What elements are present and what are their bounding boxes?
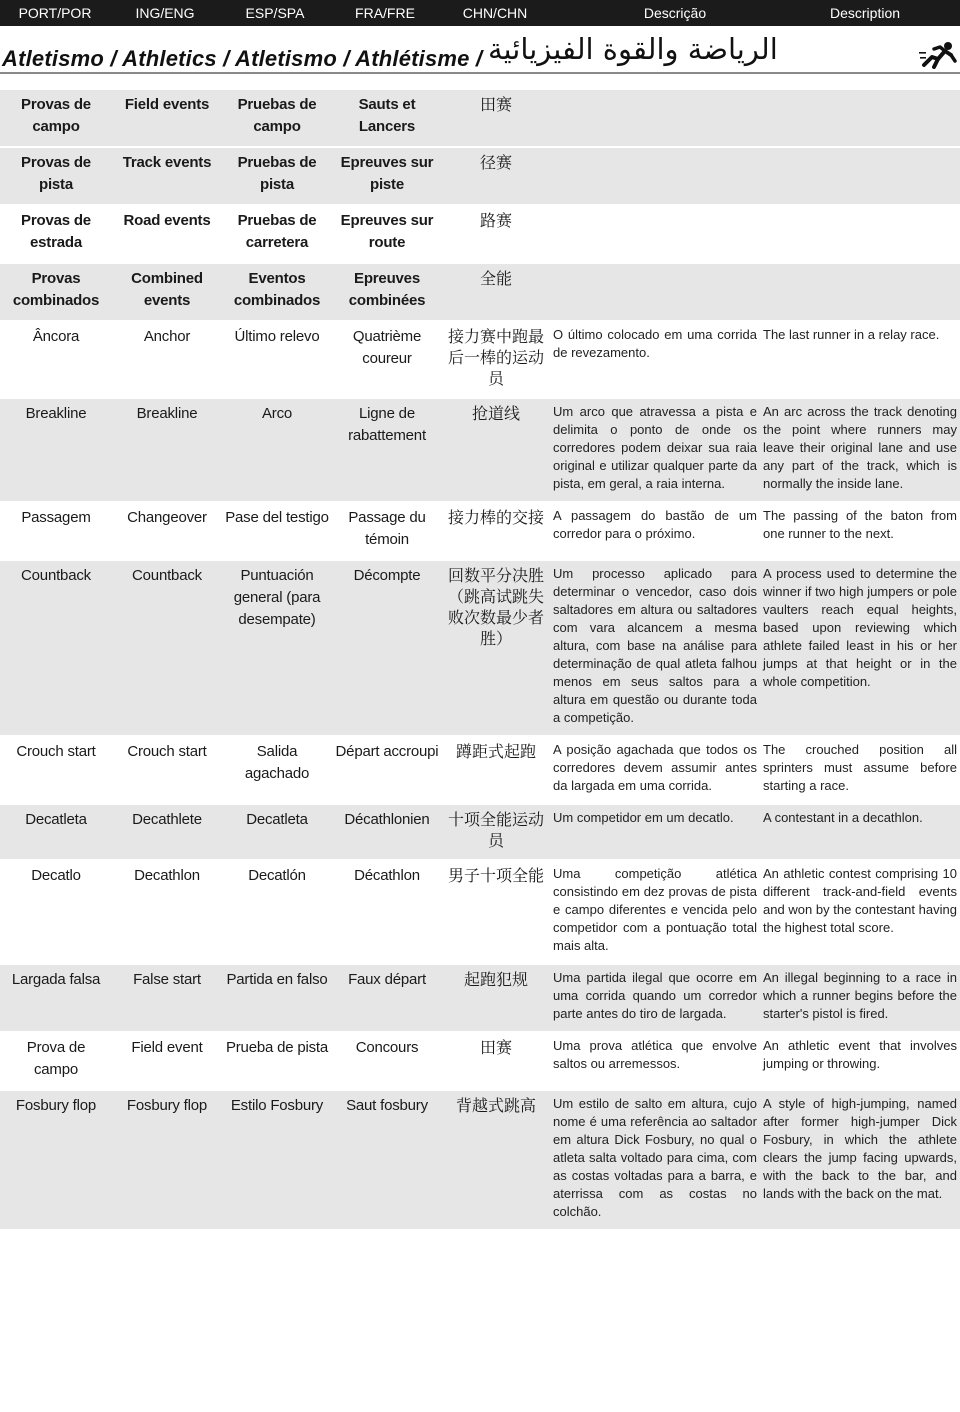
table-row: [0, 148, 960, 204]
term-spa: Salida agachado: [244, 743, 310, 782]
term-eng: Crouch start: [127, 743, 207, 760]
description-en: An athletic event that involves jumping or throwing.: [763, 1038, 957, 1071]
term-eng: Field event: [131, 1039, 203, 1056]
column-header-chn: CHN/CHN: [462, 5, 528, 21]
term-chn: 回数平分决胜（跳高试跳失败次数最少者胜）: [442, 561, 550, 735]
term-eng: Combined events: [112, 264, 222, 320]
term-fra: Décathlonien: [332, 805, 442, 859]
term-eng: Breakline: [112, 399, 222, 501]
term-fra: Sauts et Lancers: [332, 90, 442, 146]
term-por: Provas de pista: [0, 148, 112, 204]
term-por: Âncora: [32, 328, 80, 345]
term-chn: 田赛: [442, 90, 550, 146]
term-chn: 径赛: [442, 148, 550, 204]
term-spa: Estilo Fosbury: [222, 1091, 332, 1229]
description-en: The crouched position all sprinters must assume before starting a race.: [763, 742, 957, 793]
term-chn: 起跑犯规: [442, 965, 550, 1031]
section-title-arabic: الرياضة والقوة الفيزيائية: [488, 32, 778, 66]
term-por: Provas combinados: [0, 264, 112, 320]
term-por: Prova de campo: [26, 1039, 86, 1078]
column-header-spa: ESP/SPA: [245, 5, 305, 21]
description-en: [760, 90, 960, 146]
table-row: [0, 264, 960, 320]
runner-icon: [918, 40, 958, 70]
term-eng: Road events: [123, 212, 211, 229]
term-chn: 全能: [442, 264, 550, 320]
column-header-por: PORT/POR: [18, 5, 92, 21]
term-eng: Track events: [112, 148, 222, 204]
description-en: A contestant in a decathlon.: [760, 805, 960, 859]
term-fra: Concours: [355, 1039, 419, 1056]
table-row: [0, 737, 960, 803]
term-chn: 抢道线: [442, 399, 550, 501]
table-row: [0, 561, 960, 735]
term-spa: Eventos combinados: [222, 264, 332, 320]
term-eng: Field events: [112, 90, 222, 146]
table-row: [0, 399, 960, 501]
term-fra: Saut fosbury: [332, 1091, 442, 1229]
term-por: Crouch start: [16, 743, 96, 760]
table-row: [0, 805, 960, 859]
column-header-fra: FRA/FRE: [355, 5, 415, 21]
description-en: [760, 148, 960, 204]
term-por: Fosbury flop: [0, 1091, 112, 1229]
term-eng: Anchor: [143, 328, 191, 345]
term-por: Countback: [0, 561, 112, 735]
section-title-bar: [0, 26, 960, 74]
term-spa: Pruebas de pista: [222, 148, 332, 204]
term-fra: Epreuves combinées: [332, 264, 442, 320]
term-fra: Décathlon: [354, 867, 420, 884]
term-spa: Pruebas de campo: [222, 90, 332, 146]
glossary-table: [0, 88, 960, 1231]
description-en: The passing of the baton from one runner to the next.: [763, 508, 957, 541]
term-chn: 十项全能运动员: [442, 805, 550, 859]
term-fra: Décompte: [332, 561, 442, 735]
section-title: Atletismo / Athletics / Atletismo / Athlétisme /: [2, 46, 483, 71]
term-spa: Pase del testigo: [225, 509, 329, 526]
term-por: Decatlo: [31, 867, 81, 884]
description-en: [760, 264, 960, 320]
term-spa: Decatlón: [248, 867, 306, 884]
description-pt: [550, 206, 760, 262]
term-spa: Partida en falso: [222, 965, 332, 1031]
term-fra: Epreuves sur route: [340, 212, 434, 251]
description-pt: [550, 90, 760, 146]
term-spa: Último relevo: [234, 328, 320, 345]
term-eng: False start: [112, 965, 222, 1031]
description-en: [760, 206, 960, 262]
description-pt: Uma prova atlética que envolve saltos ou arremessos.: [553, 1038, 757, 1071]
description-pt: Um arco que atravessa a pista e delimita o ponto de onde os corredores podem deixar sua raia original e utilizar qualquer parte da pista, em geral, a raia interna.: [550, 399, 760, 501]
term-chn: 背越式跳高: [442, 1091, 550, 1229]
term-chn: 路赛: [479, 211, 512, 230]
description-en: The last runner in a relay race.: [763, 327, 940, 342]
column-header-description: Description: [829, 5, 901, 21]
description-pt: Uma partida ilegal que ocorre em uma corrida quando um corredor parte antes do tiro de largada.: [550, 965, 760, 1031]
term-eng: Decathlete: [112, 805, 222, 859]
term-fra: Passage du témoin: [348, 509, 426, 548]
term-por: Provas de campo: [0, 90, 112, 146]
column-header-eng: ING/ENG: [135, 5, 195, 21]
term-spa: Pruebas de carretera: [237, 212, 317, 251]
term-por: Largada falsa: [0, 965, 112, 1031]
glossary-rows: [0, 90, 960, 1229]
term-chn: 田赛: [479, 1038, 512, 1057]
term-eng: Countback: [112, 561, 222, 735]
description-en: A style of high-jumping, named after former high-jumper Dick Fosbury, in which the athlete clears the jump facing upwards, with the back to the bar, and lands with the back on the mat.: [760, 1091, 960, 1229]
term-por: Decatleta: [0, 805, 112, 859]
term-fra: Quatrième coureur: [352, 328, 422, 367]
term-eng: Changeover: [127, 509, 207, 526]
description-pt: A posição agachada que todos os corredores devem assumir antes da largada em uma corrida.: [553, 742, 757, 793]
description-en: A process used to determine the winner if two high jumpers or pole vaulters reach equal heights, based upon reviewing which athlete failed least in his or her jumps at that height or in the whole competition.: [760, 561, 960, 735]
description-en: An athletic contest comprising 10 different track-and-field events and won by the contestant having the highest total score.: [763, 866, 957, 935]
description-pt: Uma competição atlética consistindo em dez provas de pista e campo diferentes e vencida pelo competidor com a pontuação total mais alta.: [553, 866, 757, 953]
term-spa: Decatleta: [222, 805, 332, 859]
description-en: An illegal beginning to a race in which a runner begins before the starter's pistol is fired.: [760, 965, 960, 1031]
description-pt: Um processo aplicado para determinar o vencedor, caso dois saltadores em altura ou saltadores com vara alcancem a mesma altura, com base na análise para determinação de qual atleta falhou menos em seus saltos para a altura em questão ou durante toda a competição.: [550, 561, 760, 735]
term-chn: 接力棒的交接: [447, 508, 544, 527]
table-row: [0, 861, 960, 963]
term-chn: 男子十项全能: [447, 866, 544, 885]
term-fra: Départ accroupi: [335, 743, 439, 760]
table-row: [0, 503, 960, 559]
term-spa: Arco: [222, 399, 332, 501]
term-eng: Fosbury flop: [112, 1091, 222, 1229]
description-en: An arc across the track denoting the point where runners may leave their original lane and use any part of the track, which is normally the inside lane.: [760, 399, 960, 501]
column-header-bar: [0, 0, 960, 26]
table-row: [0, 965, 960, 1031]
term-spa: Prueba de pista: [225, 1039, 329, 1056]
term-chn: 接力赛中跑最后一棒的运动员: [447, 327, 544, 388]
term-fra: Ligne de rabattement: [332, 399, 442, 501]
term-chn: 蹲距式起跑: [455, 742, 536, 761]
term-fra: Faux départ: [332, 965, 442, 1031]
term-fra: Epreuves sur piste: [332, 148, 442, 204]
description-pt: Um estilo de salto em altura, cujo nome é uma referência ao saltador em altura Dick Fosbury, no qual o atleta salta voltado para cima, com as costas voltadas para a barra, e aterrissa com as costas no colchão.: [550, 1091, 760, 1229]
term-spa: Puntuación general (para desempate): [222, 561, 332, 735]
table-row: [0, 90, 960, 146]
description-pt: [550, 264, 760, 320]
description-pt: [550, 148, 760, 204]
term-eng: Decathlon: [134, 867, 200, 884]
description-pt: O último colocado em uma corrida de revezamento.: [553, 327, 757, 360]
description-pt: A passagem do bastão de um corredor para o próximo.: [553, 508, 757, 541]
table-row: [0, 1091, 960, 1229]
term-por: Passagem: [21, 509, 91, 526]
column-header-descricao: Descrição: [643, 5, 707, 21]
table-row: [0, 1033, 960, 1089]
description-pt: Um competidor em um decatlo.: [550, 805, 760, 859]
term-por: Breakline: [0, 399, 112, 501]
term-por: Provas de estrada: [21, 212, 91, 251]
table-row: [0, 322, 960, 397]
table-row: [0, 206, 960, 262]
